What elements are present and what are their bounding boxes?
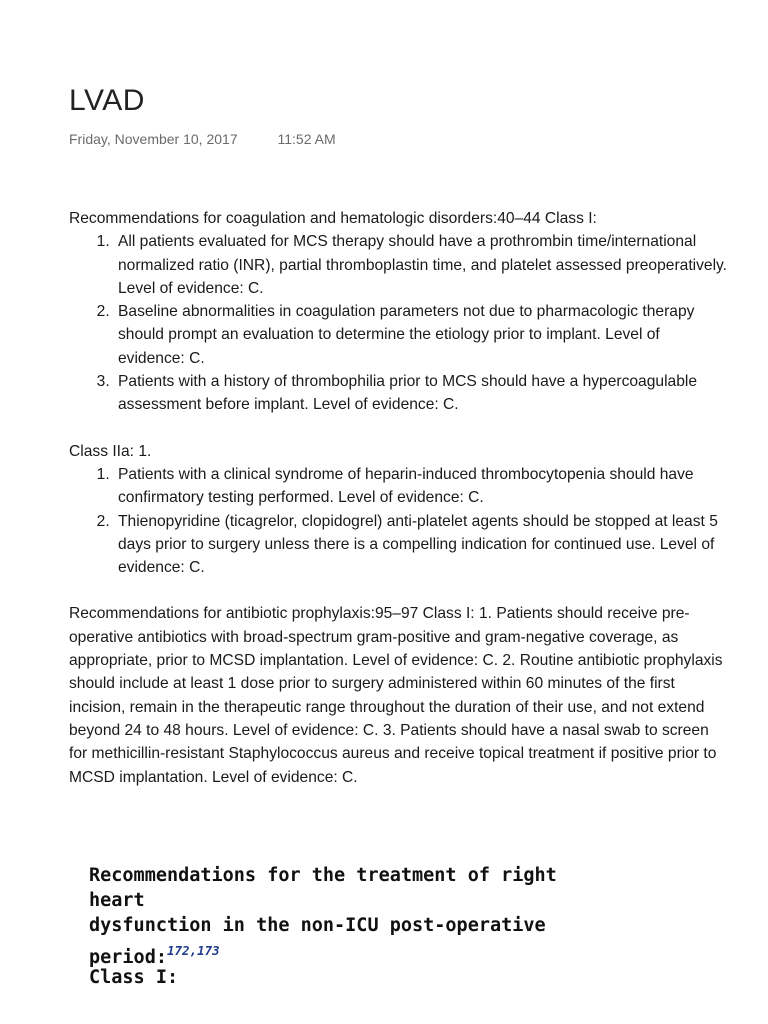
clipping-line-text: period: (89, 947, 167, 968)
pasted-clipping-image (82, 856, 602, 988)
page-title: LVAD (69, 84, 145, 117)
list-item: 2. Thienopyridine (ticagrelor, clopidogrel) anti-platelet agents should be stopped at least 5 days prior to surgery unless there is a compelling indication for continued use. Level of evidence: C. (114, 510, 729, 580)
spacer (69, 579, 729, 602)
list-item: 3. Patients with a history of thrombophilia prior to MCS should have a hypercoagulable assessment before implant. Level of evidence: C. (114, 370, 729, 417)
clipping-cut-line: Class I: (89, 967, 179, 988)
spacer (69, 417, 729, 440)
list-item: 1. All patients evaluated for MCS therapy should have a prothrombin time/international normalized ratio (INR), partial thromboplastin time, and platelet assessed preoperatively. Level of evidence: C. (114, 230, 729, 300)
clipping-line: dysfunction in the non-ICU post-operative (89, 915, 546, 936)
note-timestamp (69, 131, 336, 147)
clipping-line (89, 938, 602, 970)
coag-list (69, 230, 729, 416)
class2a-list (69, 463, 729, 579)
note-date: Friday, November 10, 2017 (69, 131, 238, 147)
coag-intro: Recommendations for coagulation and hematologic disorders:40–44 Class I: (69, 210, 597, 227)
antibiotic-paragraph: Recommendations for antibiotic prophylaxis:95–97 Class I: 1. Patients should receive pre-operative antibiotics with broad-spectrum gram-positive and gram-negative coverage, as appropriate, prior to MCSD implantation. Level of evidence: C. 2. Routine antibiotic prophylaxis should include at least 1 dose prior to surgery administered within 60 minutes of the first incision, remain in the therapeutic range throughout the duration of their use, and not extend beyond 24 to 48 hours. Level of evidence: C. 3. Patients should have a nasal swab to screen for methicillin-resistant Staphylococcus aureus and receive topical treatment if positive prior to MCSD implantation. Level of evidence: C. (69, 605, 723, 786)
list-item: 1. Patients with a clinical syndrome of heparin-induced thrombocytopenia should have confirmatory testing performed. Level of evidence: C. (114, 463, 729, 510)
class2a-intro: Class IIa: 1. (69, 442, 152, 460)
list-item: 2. Baseline abnormalities in coagulation parameters not due to pharmacologic therapy should prompt an evaluation to determine the etiology prior to implant. Level of evidence: C. (114, 300, 729, 370)
clipping-heading (82, 856, 602, 970)
note-time: 11:52 AM (277, 131, 336, 147)
citation-superscript: 172,173 (166, 943, 220, 958)
note-body (69, 207, 729, 789)
clipping-line: Recommendations for the treatment of right heart (89, 865, 557, 911)
